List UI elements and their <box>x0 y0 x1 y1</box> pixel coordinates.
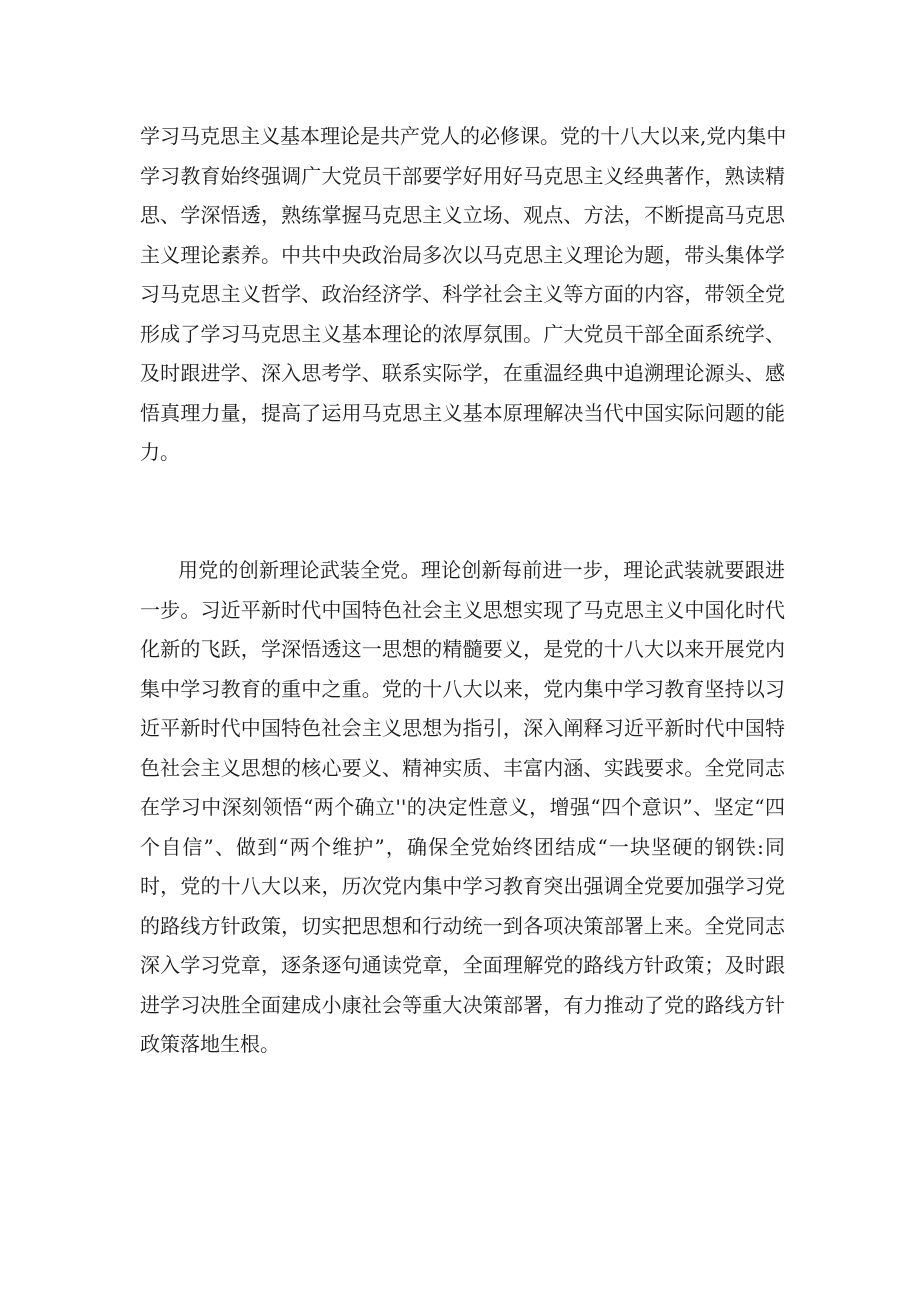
paragraph-innovative-theory <box>140 551 785 1065</box>
paragraph-line: 学习马克思主义基本理论是共产党人的必修课。党的十八大以来,党内集中 <box>140 124 787 148</box>
paragraph-line: 政策落地生根。 <box>140 1032 280 1056</box>
paragraph-line: 色社会主义思想的核心要义、精神实质、丰富内涵、实践要求。全党同志 <box>140 755 785 780</box>
paragraph-line: 思、学深悟透，熟练掌握马克思主义立场、观点、方法，不断提高马克思 <box>140 203 785 227</box>
paragraph-line: 化新的飞跃，学深悟透这一思想的精髓要义，是党的十八大以来开展党内 <box>140 637 785 661</box>
paragraph-line: 习马克思主义哲学、政治经济学、科学社会主义等方面的内容，带领全党 <box>140 282 785 306</box>
paragraph-line: 一步。习近平新时代中国特色社会主义思想实现了马克思主义中国化时代 <box>140 597 785 622</box>
paragraph-line: 及时跟进学、深入思考学、联系实际学，在重温经典中追溯理论源头、感 <box>140 361 785 385</box>
paragraph-line: 个自信”、做到“两个维护”，确保全党始终团结成“一块坚硬的钢铁:同 <box>140 834 785 859</box>
paragraph-marxist-theory <box>140 117 785 473</box>
paragraph-line: 深入学习党章，逐条逐句通读党章，全面理解党的路线方针政策；及时跟 <box>140 953 785 977</box>
paragraph-line: 形成了学习马克思主义基本理论的浓厚氛围。广大党员干部全面系统学、 <box>140 321 785 346</box>
paragraph-line: 近平新时代中国特色社会主义思想为指引，深入阐释习近平新时代中国特 <box>140 716 785 740</box>
paragraph-line: 集中学习教育的重中之重。党的十八大以来，党内集中学习教育坚持以习 <box>140 676 785 701</box>
paragraph-line: 力。 <box>140 440 180 464</box>
paragraph-line: 用党的创新理论武装全党。理论创新每前进一步，理论武装就要跟进 <box>178 558 785 582</box>
paragraph-line: 主义理论素养。中共中央政治局多次以马克思主义理论为题，带头集体学 <box>140 242 785 267</box>
paragraph-line: 的路线方针政策，切实把思想和行动统一到各项决策部署上来。全党同志 <box>140 913 785 938</box>
paragraph-line: 时，党的十八大以来，历次党内集中学习教育突出强调全党要加强学习党 <box>140 874 785 898</box>
paragraph-line: 在学习中深刻领悟“两个确立''的决定性意义，增强“四个意识”、坚定“四 <box>140 795 785 819</box>
paragraph-line: 学习教育始终强调广大党员干部要学好用好马克思主义经典著作，熟读精 <box>140 163 785 188</box>
paragraph-line: 悟真理力量，提高了运用马克思主义基本原理解决当代中国实际问题的能 <box>140 400 785 425</box>
paragraph-line: 进学习决胜全面建成小康社会等重大决策部署，有力推动了党的路线方针 <box>140 992 785 1017</box>
